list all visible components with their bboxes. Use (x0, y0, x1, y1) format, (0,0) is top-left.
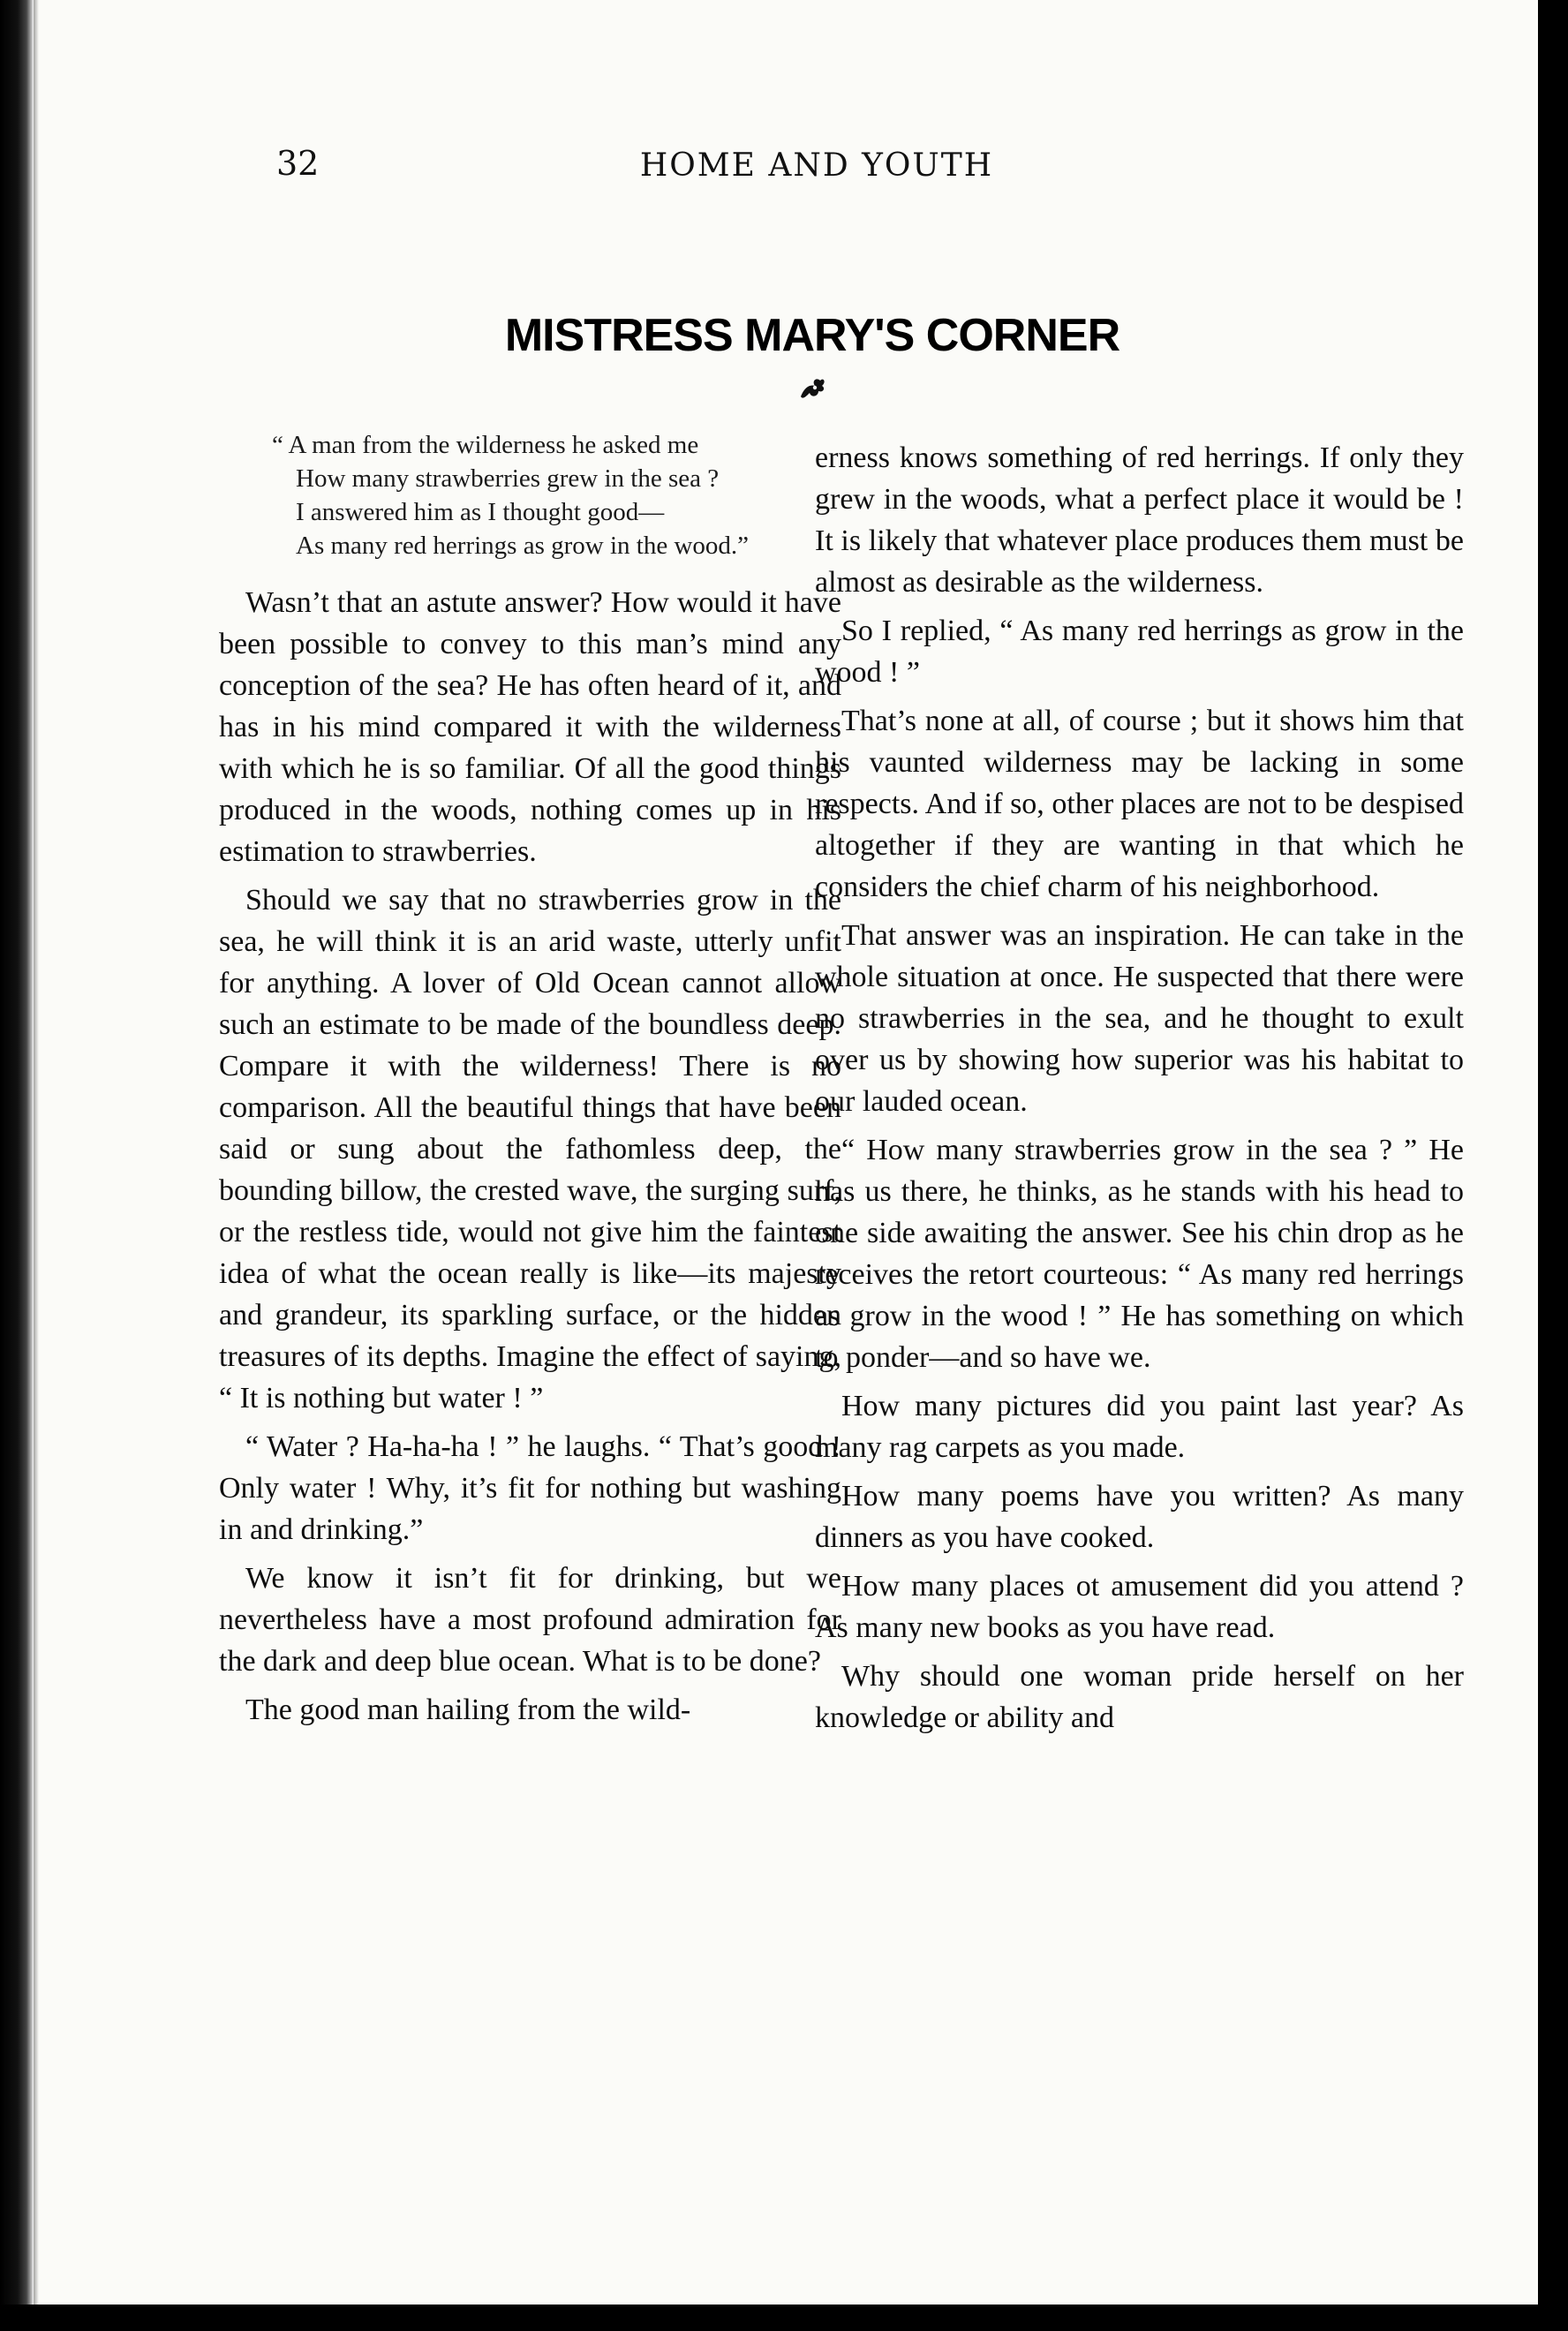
verse-line: How many strawberries grew in the sea ? (296, 464, 720, 493)
paragraph: So I replied, “ As many red herrings as grow in the wood ! ” (815, 615, 1464, 689)
paragraph: That answer was an inspiration. He can take in the whole situation at once. He suspected that there were no strawberries in the sea, and he thought to exult over us by showing how superior was his habitat to our lauded ocean. (815, 919, 1464, 1118)
page-number: 32 (276, 144, 320, 183)
paragraph: That’s none at all, of course ; but it shows him that his vaunted wilderness may be lacking in some respects. And if so, other places are not to be despised altogether if they are wanting in that which he considers the chief charm of his neighborhood. (815, 705, 1464, 903)
running-head: HOME AND YOUTH (639, 147, 994, 184)
text-column-left (219, 428, 841, 1738)
paragraph: erness knows something of red herrings. If only they grew in the woods, what a perfect place it would be ! It is likely that whatever place produces them must be almost as desirable as the wilderness. (815, 441, 1464, 599)
paragraph: The good man hailing from the wild- (245, 1694, 691, 1726)
paragraph: “ Water ? Ha-ha-ha ! ” he laughs. “ That’s good ! Only water ! Why, it’s fit for nothing but washing in and drinking.” (219, 1430, 841, 1546)
paragraph: Should we say that no strawberries grow in the sea, he will think it is an arid waste, utterly unfit for anything. A lover of Old Ocean cannot allow such an estimate to be made of the boundless deep. Compare it with the wilderness! There is no comparison. All the beautiful things that have been said or sung about the fathomless deep, the bounding billow, the crested wave, the surging surf, or the restless tide, would not give him the faintest idea of what the ocean really is like—its majesty and grandeur, its sparkling surface, or the hidden treasures of its depths. Imagine the effect of saying, “ It is nothing but water ! ” (219, 884, 841, 1414)
verse-line: As many red herrings as grow in the wood.” (296, 532, 750, 560)
paragraph: Wasn’t that an astute answer? How would it have been possible to convey to this man’s mind any conception of the sea? He has often heard of it, and has in his mind compared it with the wilderness with which he is so familiar. Of all the good things produced in the woods, nothing comes up in his estimation to strawberries. (219, 586, 841, 868)
paragraph: How many poems have you written? As many dinners as you have cooked. (815, 1480, 1464, 1554)
paragraph: How many places ot amusement did you attend ? As many new books as you have read. (815, 1570, 1464, 1644)
scan-edge-left (0, 0, 34, 2331)
text-column-right (815, 437, 1464, 1746)
fleuron-icon (34, 375, 1538, 405)
scan-edge-bottom (0, 2305, 1568, 2331)
paragraph: Why should one woman pride herself on her knowledge or ability and (815, 1660, 1464, 1734)
page-header (34, 137, 1538, 190)
paragraph: “ How many strawberries grow in the sea ? ” He has us there, he thinks, as he stands with his head to one side awaiting the answer. See his chin drop as he receives the retort courteous: “ As many red herrings as grow in the wood ! ” He has something on which to ponder—and so have we. (815, 1134, 1464, 1374)
paragraph: How many pictures did you paint last year? As many rag carpets as you made. (815, 1390, 1464, 1464)
epigraph-verse (219, 428, 841, 562)
magazine-page (34, 0, 1538, 2305)
scan-edge-right (1538, 0, 1568, 2331)
verse-line: “ A man from the wilderness he asked me (272, 431, 699, 459)
article-title: MISTRESS MARY'S CORNER (504, 310, 1120, 361)
paragraph: We know it isn’t fit for drinking, but we nevertheless have a most profound admiration for the dark and deep blue ocean. What is to be done? (219, 1562, 841, 1678)
verse-line: I answered him as I thought good— (296, 498, 665, 526)
